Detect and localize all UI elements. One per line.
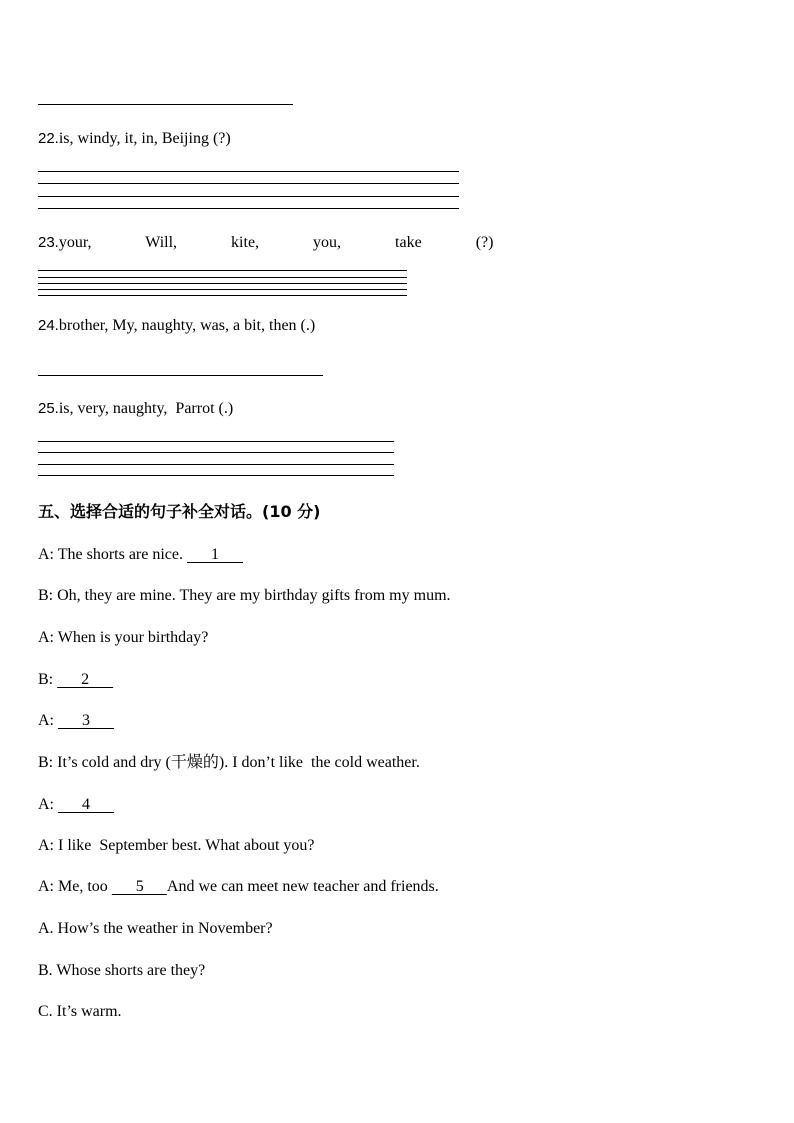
dialogue-line-3: A: When is your birthday? <box>38 629 209 646</box>
answer-line <box>38 183 459 184</box>
question-text: is, windy, it, in, Beijing (?) <box>58 130 231 147</box>
answer-line <box>38 441 394 442</box>
question-number: 25. <box>38 400 59 417</box>
question-23 <box>38 233 493 253</box>
answer-line <box>38 171 459 172</box>
question-24 <box>38 316 315 336</box>
section-heading: 五、选择合适的句子补全对话。(10 分) <box>38 502 321 521</box>
dialogue-line-6: B: It’s cold and dry (干燥的). I don’t like the cold weather. <box>38 754 420 771</box>
dialogue-line-5 <box>38 711 114 731</box>
dialogue-text: A: Me, too <box>38 878 112 895</box>
fill-blank[interactable]: 2 <box>57 671 114 688</box>
question-25 <box>38 399 233 419</box>
question-text: your, Will, kite, you, take (?) <box>58 234 494 251</box>
option-c: C. It’s warm. <box>38 1003 122 1020</box>
answer-line <box>38 104 293 105</box>
answer-line <box>38 289 407 290</box>
answer-line <box>38 283 407 284</box>
question-22 <box>38 129 231 149</box>
option-b: B. Whose shorts are they? <box>38 962 206 979</box>
answer-line <box>38 270 407 271</box>
answer-line <box>38 452 394 453</box>
answer-line <box>38 196 459 197</box>
question-number: 23. <box>38 234 59 251</box>
dialogue-line-8: A: I like September best. What about you? <box>38 837 315 854</box>
dialogue-text: B: <box>38 671 58 688</box>
answer-line <box>38 464 394 465</box>
question-text: is, very, naughty, Parrot (.) <box>58 400 234 417</box>
fill-blank[interactable]: 4 <box>58 796 114 813</box>
option-a: A. How’s the weather in November? <box>38 920 273 937</box>
answer-line <box>38 375 323 376</box>
fill-blank[interactable]: 5 <box>111 878 167 895</box>
dialogue-text: A: <box>38 796 58 813</box>
question-number: 22. <box>38 130 59 147</box>
dialogue-line-4 <box>38 670 113 690</box>
answer-line <box>38 208 459 209</box>
dialogue-text: And we can meet new teacher and friends. <box>166 878 439 895</box>
answer-line <box>38 277 407 278</box>
answer-line <box>38 295 407 296</box>
dialogue-line-9 <box>38 877 439 897</box>
dialogue-line-2: B: Oh, they are mine. They are my birthday gifts from my mum. <box>38 587 451 604</box>
dialogue-line-1 <box>38 545 243 565</box>
dialogue-text: A: The shorts are nice. <box>38 546 187 563</box>
fill-blank[interactable]: 3 <box>58 712 114 729</box>
dialogue-text: A: <box>38 712 58 729</box>
dialogue-line-7 <box>38 795 114 815</box>
answer-line <box>38 475 394 476</box>
question-text: brother, My, naughty, was, a bit, then (.) <box>58 317 316 334</box>
question-number: 24. <box>38 317 59 334</box>
fill-blank[interactable]: 1 <box>187 546 243 563</box>
